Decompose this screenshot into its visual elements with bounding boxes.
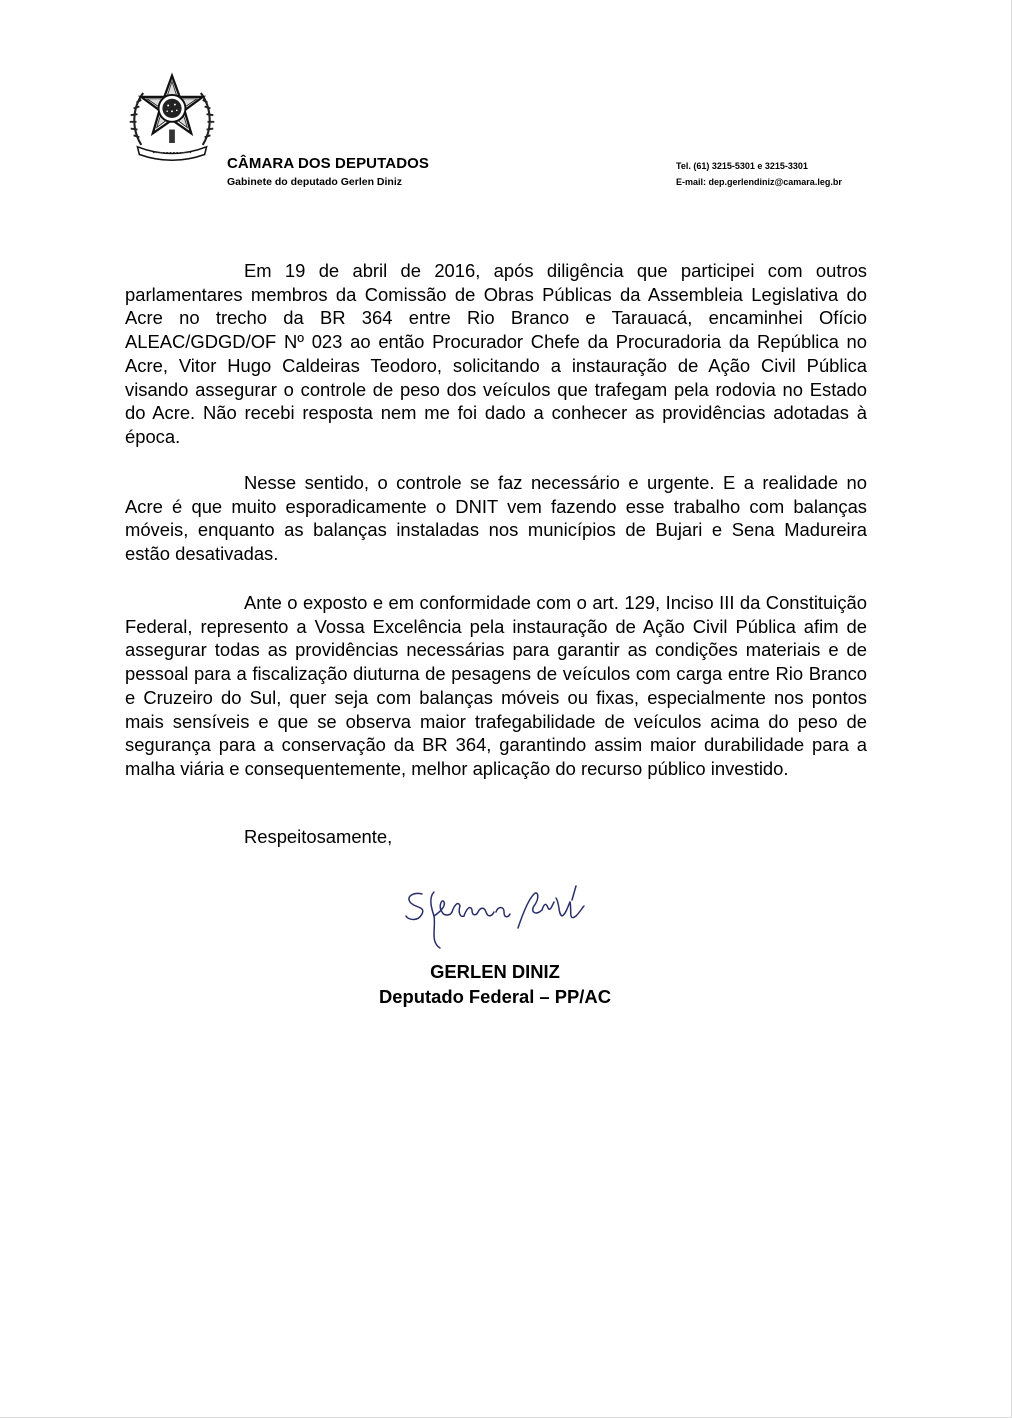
office-name: Gabinete do deputado Gerlen Diniz [227, 176, 403, 188]
contact-phone: Tel. (61) 3215-5301 e 3215-3301 [676, 161, 808, 171]
body-paragraph-3: Ante o exposto e em conformidade com o art. 129, Inciso III da Constituição Federal, represento a Vossa Excelência pela instauração de Ação Civil Pública afim de assegurar todas as providências necessárias para garantir as condições materiais e de pessoal para a fiscalização diuturna de pesagens de veículos com carga entre Rio Branco e Cruzeiro do Sul, quer seja com balanças móveis ou fixas, especialmente nos pontos mais sensíveis e que se observa maior trafegabilidade de veículos acima do peso de segurança para a conservação da BR 364, garantindo assim maior durabilidade para a malha viária e consequentemente, melhor aplicação do recurso público investido. [125, 592, 867, 779]
signer-role: Deputado Federal – PP/AC [379, 986, 611, 1007]
body-paragraph-1: Em 19 de abril de 2016, após diligência que participei com outros parlamentares membros da Comissão de Obras Públicas da Assembleia Legislativa do Acre no trecho da BR 364 entre Rio Branco e Tarauacá, encaminhei Ofício ALEAC/GDGD/OF Nº 023 ao então Procurador Chefe da Procuradoria da República no Acre, Vitor Hugo Caldeiras Teodoro, solicitando a instauração de Ação Civil Pública visando assegurar o controle de peso dos veículos que trafegam pela rodovia no Estado do Acre. Não recebi resposta nem me foi dado a conhecer as providências adotadas à época. [125, 260, 867, 447]
closing-salutation: Respeitosamente, [244, 826, 393, 847]
organization-name: CÂMARA DOS DEPUTADOS [227, 155, 430, 172]
brazil-coat-of-arms-icon [124, 70, 220, 166]
signer-name: GERLEN DINIZ [430, 961, 560, 982]
contact-email: E-mail: dep.gerlendiniz@camara.leg.br [676, 177, 842, 187]
handwritten-signature [400, 876, 590, 954]
body-paragraph-2: Nesse sentido, o controle se faz necessário e urgente. E a realidade no Acre é que muito esporadicamente o DNIT vem fazendo esse trabalho com balanças móveis, enquanto as balanças instaladas nos municípios de Bujari e Sena Madureira estão desativadas. [125, 472, 867, 565]
